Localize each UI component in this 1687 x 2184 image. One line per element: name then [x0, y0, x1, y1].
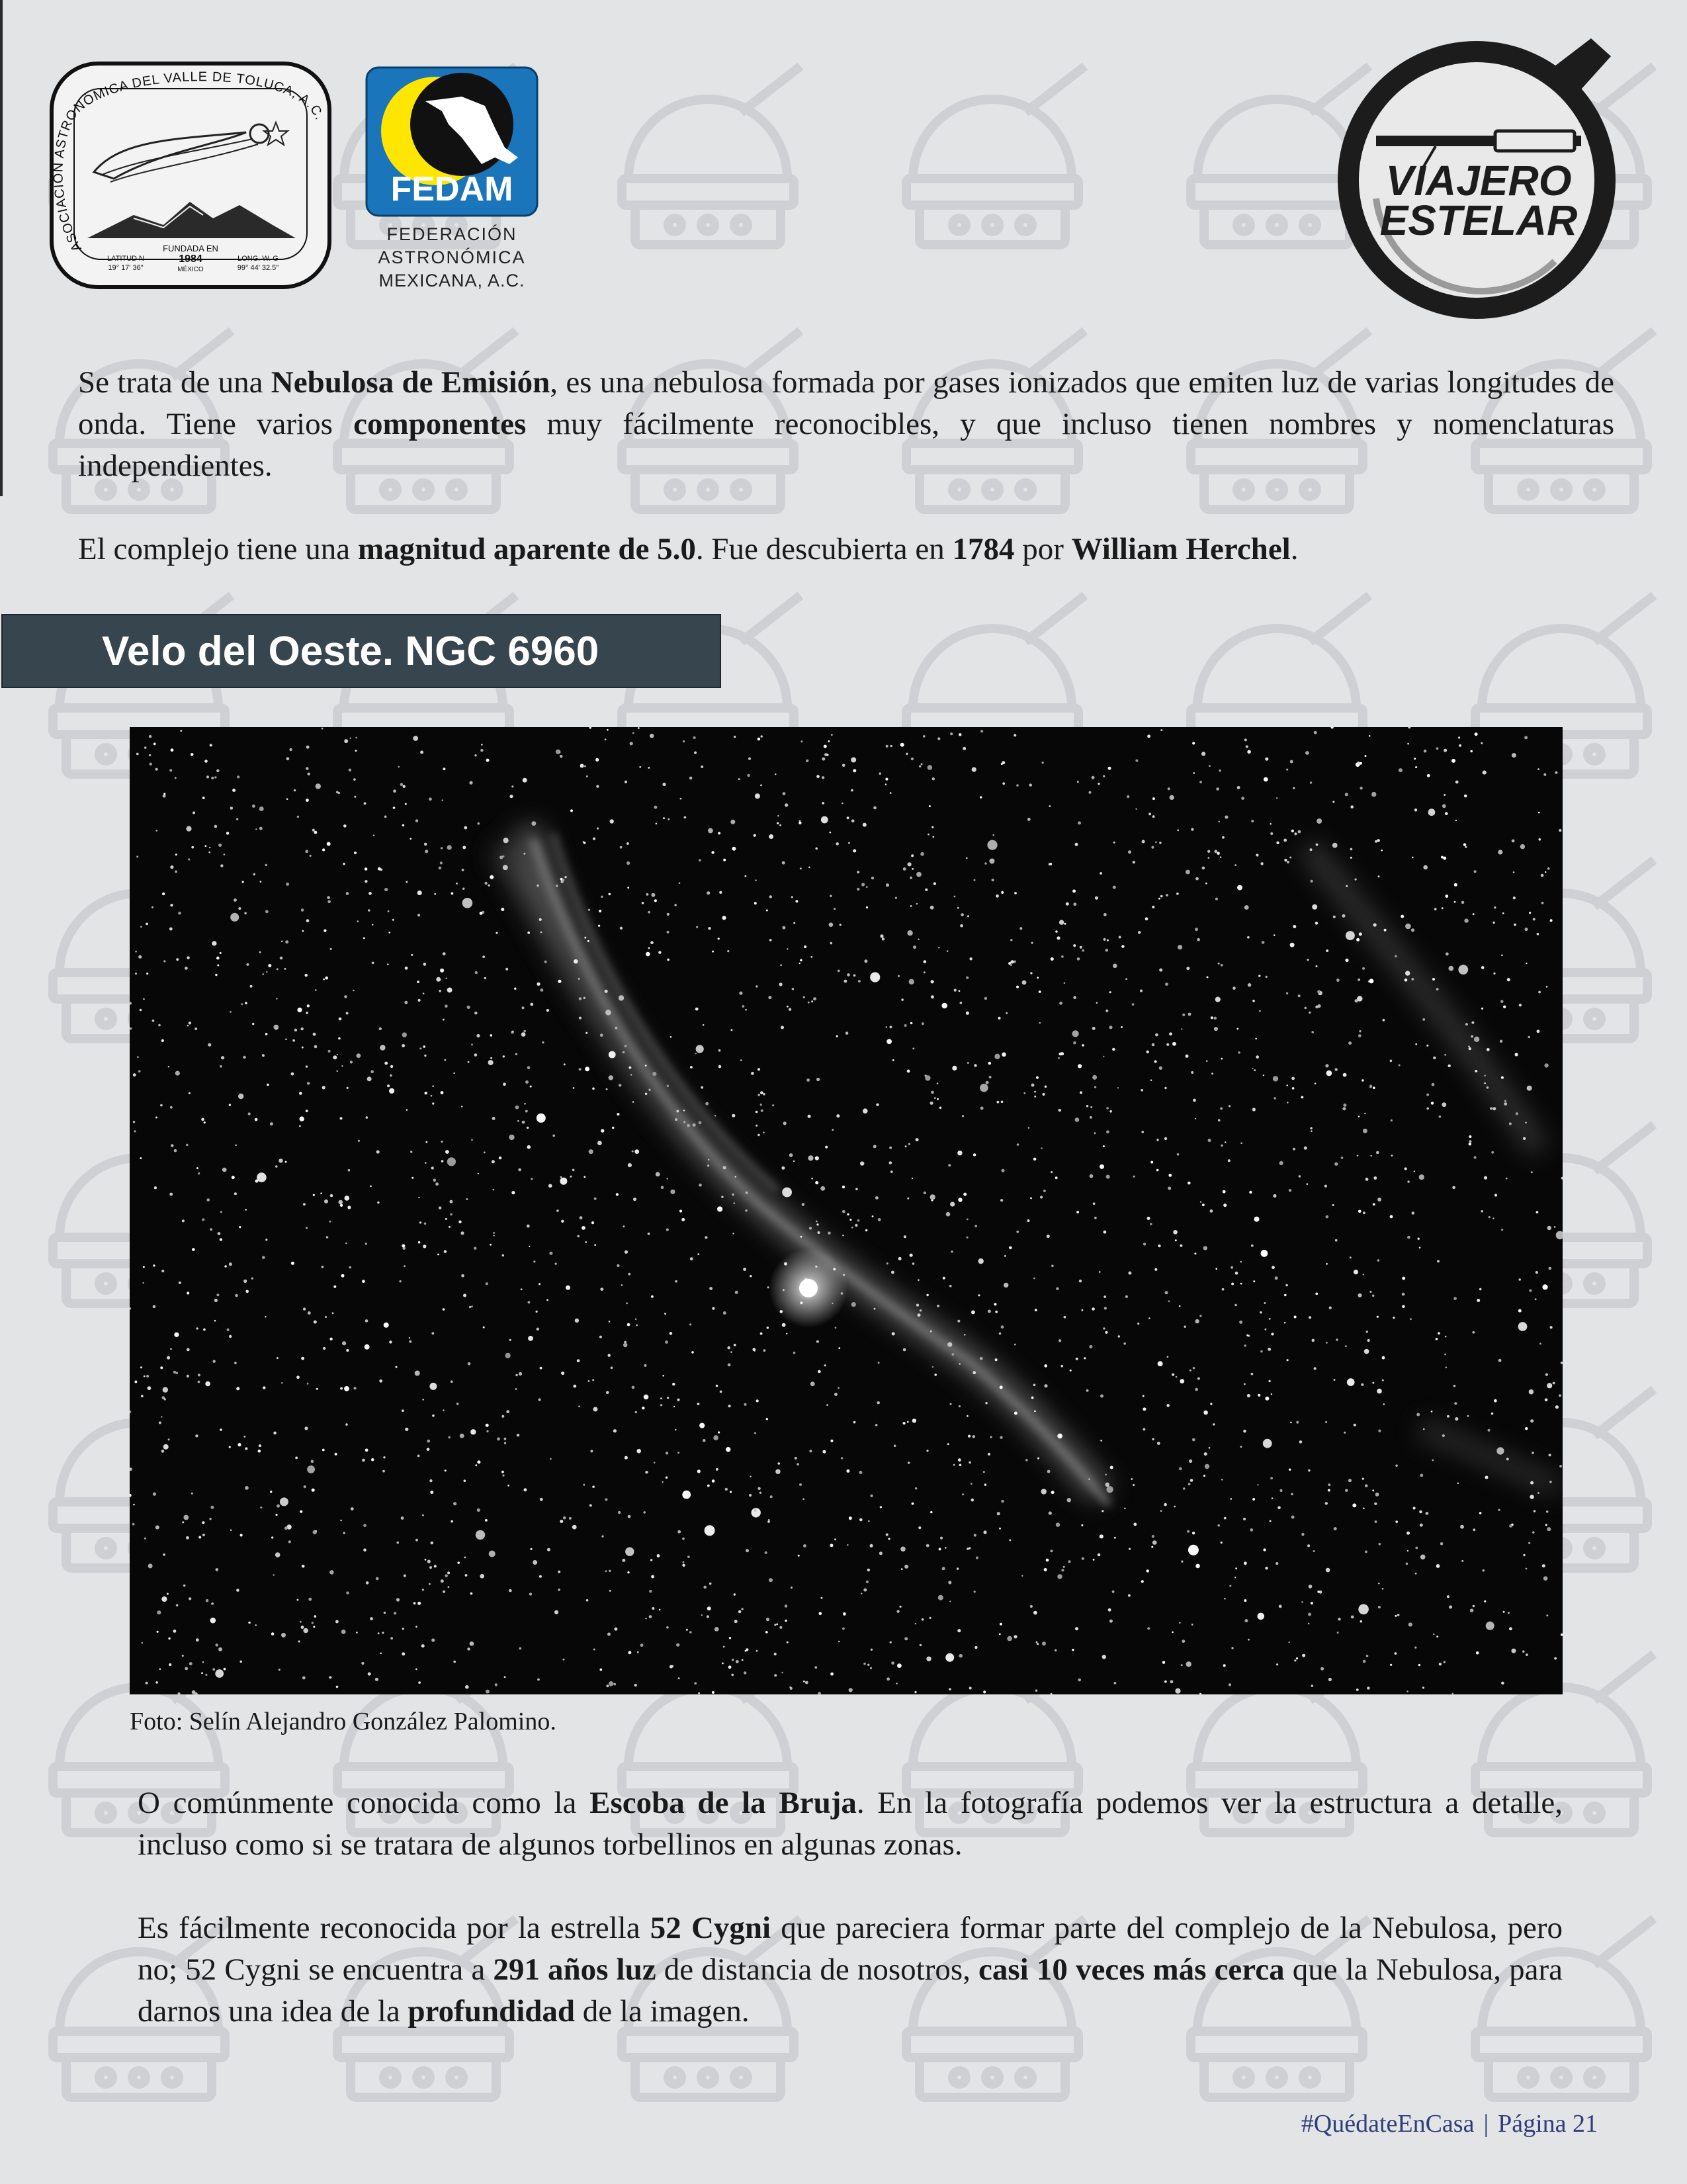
viajero-line1: VIAJERO — [1385, 157, 1572, 204]
intro-paragraph-2 — [78, 529, 1614, 570]
paragraph-text: que pareciera formar parte del complejo de la Nebulosa, pero no; 52 Cygni se encuentra a — [138, 1911, 1563, 1987]
section-title: Velo del Oeste. NGC 6960 — [102, 629, 599, 674]
observatory-watermark-icon — [906, 66, 1085, 245]
intro-paragraph-1 — [78, 362, 1614, 487]
body-paragraph-1 — [138, 1782, 1563, 1866]
paragraph-text: . — [1290, 532, 1299, 566]
emphasis-text: magnitud aparente de 5.0 — [357, 532, 696, 566]
fedam-acronym: FEDAM — [390, 170, 513, 208]
avt-founded-place: MÉXICO — [177, 266, 204, 273]
observatory-watermark-icon — [622, 66, 800, 245]
avt-ring-text: ASOCIACIÓN ASTRONÓMICA DEL VALLE DE TOLUCA, A.C. — [51, 69, 327, 254]
emphasis-text: William Herchel — [1071, 532, 1291, 566]
avt-longitude-label: LONG. W. G — [238, 255, 279, 263]
nebula-photo — [130, 727, 1563, 1694]
avt-latitude-value: 19° 17' 36" — [108, 264, 144, 272]
emphasis-text: Escoba de la Bruja — [589, 1786, 857, 1820]
emphasis-text: casi 10 veces más cerca — [978, 1952, 1285, 1987]
paragraph-text: que la Nebulosa, para darnos una idea de la — [138, 1952, 1563, 2029]
paragraph-text: de distancia de nosotros, — [656, 1952, 978, 1987]
paragraph-text: , es una nebulosa formada por gases ionizados que emiten luz de varias longitudes de onda. Tiene varios — [78, 365, 1614, 441]
paragraph-text: de la imagen. — [575, 1994, 750, 2029]
avt-latitude-label: LATITUD N — [107, 255, 145, 263]
page-footer — [1301, 2109, 1598, 2138]
paragraph-text: Se trata de una — [78, 365, 271, 400]
fedam-logo — [363, 65, 541, 290]
viajero-line2: ESTELAR — [1379, 197, 1578, 244]
paragraph-text: O comúnmente conocida como la — [138, 1786, 590, 1820]
paragraph-text: muy fácilmente reconocibles, y que incluso tienen nombres y nomenclaturas independientes. — [78, 407, 1614, 483]
emphasis-text: profundidad — [408, 1994, 576, 2029]
paragraph-text: Es fácilmente reconocida por la estrella — [138, 1911, 650, 1945]
paragraph-text: . En la fotografía podemos ver la estructura a detalle, incluso como si se tratara de algunos torbellinos en algunas zonas. — [138, 1786, 1563, 1862]
emphasis-text: componentes — [353, 407, 527, 441]
viajero-estelar-logo — [1330, 26, 1634, 324]
emphasis-text: 291 años luz — [493, 1952, 656, 1987]
paragraph-text: El complejo tiene una — [78, 532, 358, 566]
photo-caption: Foto: Selín Alejandro González Palomino. — [130, 1708, 556, 1735]
avt-longitude-value: 99° 44' 32.5" — [237, 264, 279, 272]
footer-separator: | — [1483, 2110, 1489, 2138]
fedam-line3: MEXICANA, A.C. — [378, 271, 525, 290]
fedam-line2: ASTRONÓMICA — [378, 247, 526, 267]
paragraph-text: por — [1014, 532, 1072, 566]
emphasis-text: Nebulosa de Emisión — [271, 365, 550, 400]
emphasis-text: 52 Cygni — [650, 1911, 771, 1945]
fedam-line1: FEDERACIÓN — [386, 224, 517, 244]
footer-page-number: Página 21 — [1498, 2110, 1598, 2138]
section-title-bar — [1, 614, 721, 688]
footer-hashtag: #QuédateEnCasa — [1301, 2110, 1475, 2138]
emphasis-text: 1784 — [952, 532, 1015, 566]
avt-founded-year: 1984 — [179, 253, 202, 265]
paragraph-text: . Fue descubierta en — [695, 532, 953, 566]
body-paragraph-2 — [138, 1907, 1563, 2032]
left-edge-rule — [0, 0, 3, 496]
avt-founded-label: FUNDADA EN — [163, 243, 218, 253]
avt-logo — [48, 60, 333, 291]
